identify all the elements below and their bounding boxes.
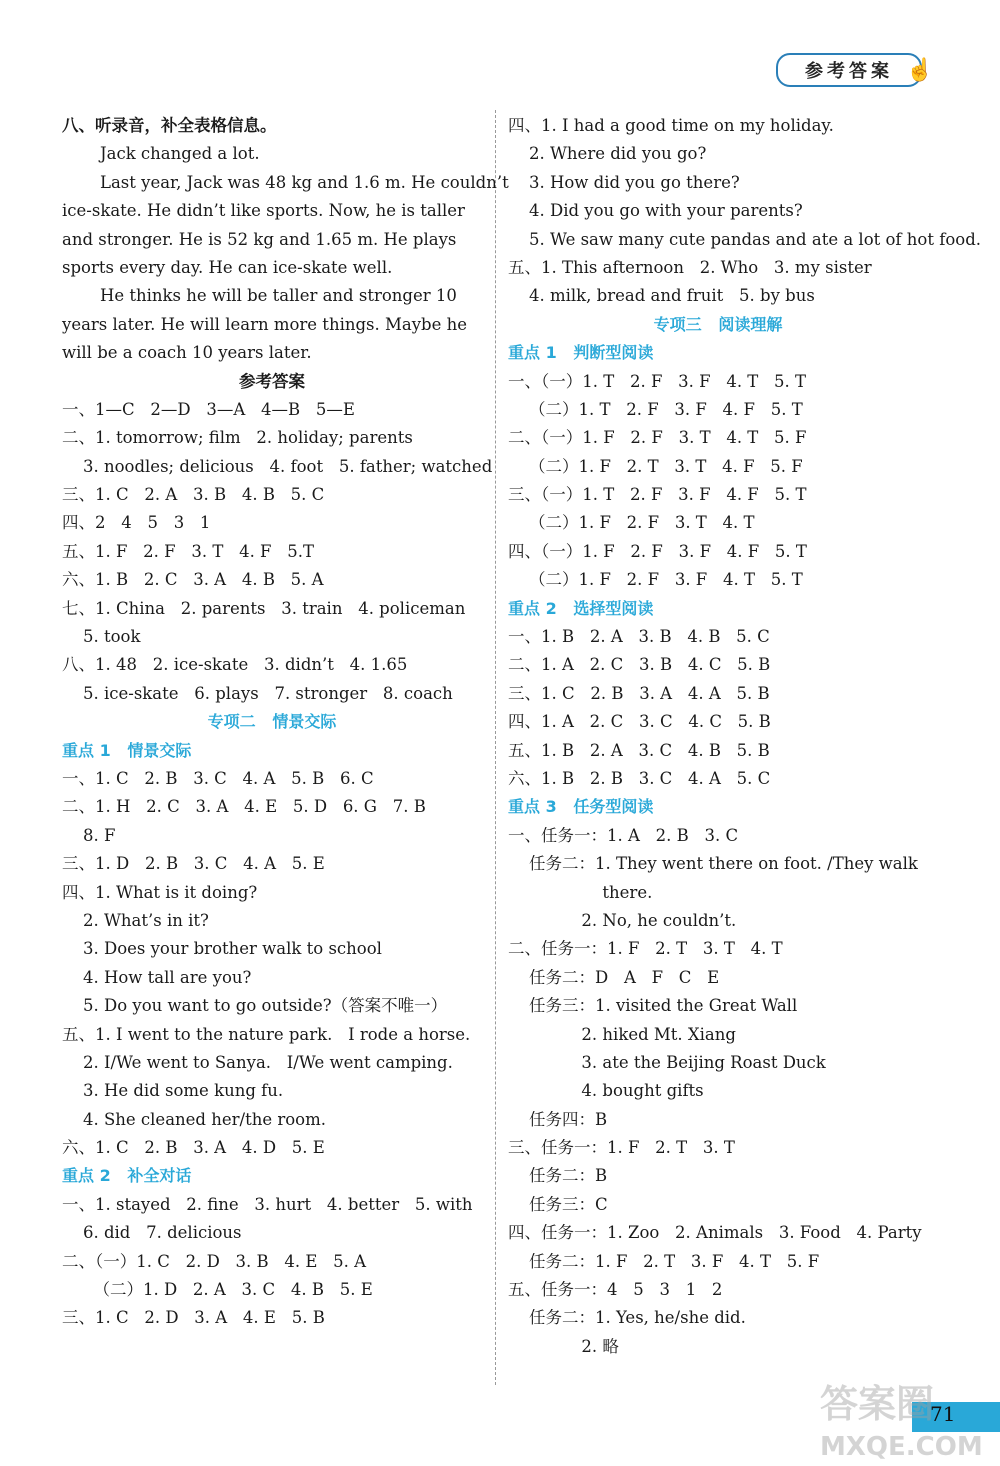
answer-line: 任务二：1. F 2. T 3. F 4. T 5. F	[508, 1251, 820, 1271]
answer-line: 四、1. A 2. C 3. C 4. C 5. B	[508, 712, 771, 732]
answer-line: 四、1. I had a good time on my holiday.	[508, 116, 834, 135]
answer-line: 八、1. 48 2. ice-skate 3. didn’t 4. 1.65	[62, 655, 408, 675]
answer-line: 七、1. China 2. parents 3. train 4. policeman	[62, 598, 466, 618]
answer-line: years later. He will learn more things. Maybe he	[62, 314, 468, 334]
answer-line: 4. Did you go with your parents?	[508, 201, 803, 221]
answer-line: sports every day. He can ice-skate well.	[62, 257, 393, 277]
answer-line: 任务二：B	[508, 1166, 608, 1186]
answer-line: 任务二：1. Yes, he/she did.	[508, 1308, 746, 1328]
answer-line: 四、任务一：1. Zoo 2. Animals 3. Food 4. Party	[508, 1223, 922, 1243]
answer-line: （二）1. F 2. F 3. F 4. T 5. T	[508, 570, 803, 590]
answer-line: 八、听录音，补全表格信息。	[62, 116, 277, 135]
answer-line: （二）1. T 2. F 3. F 4. F 5. T	[508, 399, 803, 419]
answer-line: 2. hiked Mt. Xiang	[508, 1024, 736, 1044]
answer-line: 四、（一）1. F 2. F 3. F 4. F 5. T	[508, 541, 807, 561]
answer-line: 三、1. C 2. B 3. A 4. A 5. B	[508, 683, 770, 703]
answer-line: 2. Where did you go?	[508, 144, 707, 164]
left-column	[62, 112, 509, 1333]
answer-line: 5. Do you want to go outside?（答案不唯一）	[62, 996, 448, 1016]
answer-line: 六、1. B 2. C 3. A 4. B 5. A	[62, 570, 324, 590]
answer-line: 任务二：1. They went there on foot. /They walk	[508, 854, 918, 874]
answer-line: 三、（一）1. T 2. F 3. F 4. F 5. T	[508, 485, 807, 505]
answer-line: 任务二：D A F C E	[508, 967, 720, 987]
answer-line: 4. milk, bread and fruit 5. by bus	[508, 286, 815, 306]
answer-line: 3. He did some kung fu.	[62, 1081, 284, 1101]
answer-line: and stronger. He is 52 kg and 1.65 m. He plays	[62, 229, 457, 249]
answer-line: 六、1. C 2. B 3. A 4. D 5. E	[62, 1138, 325, 1158]
answer-line: 5. ice-skate 6. plays 7. stronger 8. coach	[62, 683, 453, 703]
thumbs-up-icon: ☝	[906, 58, 934, 83]
answer-line: 五、1. F 2. F 3. T 4. F 5.T	[62, 541, 314, 561]
answer-line: 6. did 7. delicious	[62, 1223, 242, 1243]
header-title: 参考答案	[776, 53, 922, 87]
answer-line: 一、1. C 2. B 3. C 4. A 5. B 6. C	[62, 768, 374, 788]
answer-line: 4. She cleaned her/the room.	[62, 1109, 326, 1129]
answer-line: 2. I/We went to Sanya. I/We went camping.	[62, 1052, 453, 1072]
section-heading: 专项二 情景交际	[207, 712, 337, 732]
answer-line: ice-skate. He didn’t like sports. Now, he is taller	[62, 201, 465, 221]
answer-line: 2. What’s in it?	[62, 910, 209, 930]
answer-line: 五、1. B 2. A 3. C 4. B 5. B	[508, 740, 770, 760]
answer-line: 任务三：C	[508, 1194, 608, 1214]
answer-line: 二、任务一：1. F 2. T 3. T 4. T	[508, 939, 783, 959]
answer-line: 三、任务一：1. F 2. T 3. T	[508, 1138, 735, 1158]
answer-line: 二、（一）1. C 2. D 3. B 4. E 5. A	[62, 1251, 367, 1271]
answer-line: 三、1. C 2. A 3. B 4. B 5. C	[62, 485, 325, 505]
answer-line: 参考答案	[239, 371, 305, 391]
right-column	[508, 112, 982, 1361]
answer-line: 3. How did you go there?	[508, 172, 740, 192]
answer-line: will be a coach 10 years later.	[62, 343, 312, 363]
section-heading: 专项三 阅读理解	[653, 314, 783, 334]
answer-line: 任务四：B	[508, 1109, 608, 1129]
answer-line: 2. No, he couldn’t.	[508, 910, 737, 930]
answer-line: 二、1. H 2. C 3. A 4. E 5. D 6. G 7. B	[62, 797, 426, 817]
section-heading: 重点 1 情景交际	[62, 740, 192, 760]
answer-line: 8. F	[62, 825, 116, 845]
answer-line: 五、1. I went to the nature park. I rode a horse.	[62, 1024, 471, 1044]
answer-line: 四、2 4 5 3 1	[62, 513, 211, 533]
answer-line: 3. noodles; delicious 4. foot 5. father; watched	[62, 456, 493, 476]
answer-line: （二）1. F 2. F 3. T 4. T	[508, 513, 755, 533]
answer-line: 六、1. B 2. B 3. C 4. A 5. C	[508, 768, 771, 788]
answer-line: 三、1. D 2. B 3. C 4. A 5. E	[62, 854, 325, 874]
answer-line: 一、（一）1. T 2. F 3. F 4. T 5. T	[508, 371, 807, 391]
section-heading: 重点 2 选择型阅读	[508, 598, 654, 618]
section-heading: 重点 2 补全对话	[62, 1166, 192, 1186]
answer-line: 2. 略	[508, 1336, 619, 1356]
answer-line: （二）1. F 2. T 3. T 4. F 5. F	[508, 456, 803, 476]
section-heading: 重点 3 任务型阅读	[508, 797, 654, 817]
section-heading: 重点 1 判断型阅读	[508, 343, 654, 363]
answer-line: 五、任务一：4 5 3 1 2	[508, 1280, 723, 1300]
answer-line: 三、1. C 2. D 3. A 4. E 5. B	[62, 1308, 325, 1328]
answer-line: 4. How tall are you?	[62, 967, 252, 987]
answer-line: 3. Does your brother walk to school	[62, 939, 382, 959]
answer-line: 一、1—C 2—D 3—A 4—B 5—E	[62, 399, 355, 419]
answer-line: 二、（一）1. F 2. F 3. T 4. T 5. F	[508, 428, 807, 448]
answer-line: 5. took	[62, 627, 141, 647]
answer-line: 二、1. tomorrow; film 2. holiday; parents	[62, 428, 413, 448]
page-number: 71	[930, 1402, 956, 1426]
answer-line: 3. ate the Beijing Roast Duck	[508, 1052, 826, 1072]
answer-line: Jack changed a lot.	[100, 144, 260, 164]
answer-line: 一、任务一：1. A 2. B 3. C	[508, 825, 739, 845]
answer-line: 一、1. stayed 2. fine 3. hurt 4. better 5. with	[62, 1194, 473, 1214]
answer-line: He thinks he will be taller and stronger 10	[100, 286, 457, 306]
answer-line: 任务三：1. visited the Great Wall	[508, 996, 798, 1016]
answer-line: 四、1. What is it doing?	[62, 882, 258, 902]
watermark: 答案圈 MXQE.COM	[820, 1382, 983, 1462]
answer-line: 二、1. A 2. C 3. B 4. C 5. B	[508, 655, 771, 675]
answer-line: 4. bought gifts	[508, 1081, 704, 1101]
answer-line: 一、1. B 2. A 3. B 4. B 5. C	[508, 627, 770, 647]
answer-line: there.	[508, 882, 653, 902]
column-divider	[495, 110, 496, 1385]
answer-line: Last year, Jack was 48 kg and 1.6 m. He couldn’t	[100, 172, 509, 192]
answer-line: 5. We saw many cute pandas and ate a lot of hot food.	[508, 229, 982, 249]
answer-line: （二）1. D 2. A 3. C 4. B 5. E	[62, 1280, 373, 1300]
answer-line: 五、1. This afternoon 2. Who 3. my sister	[508, 257, 872, 277]
